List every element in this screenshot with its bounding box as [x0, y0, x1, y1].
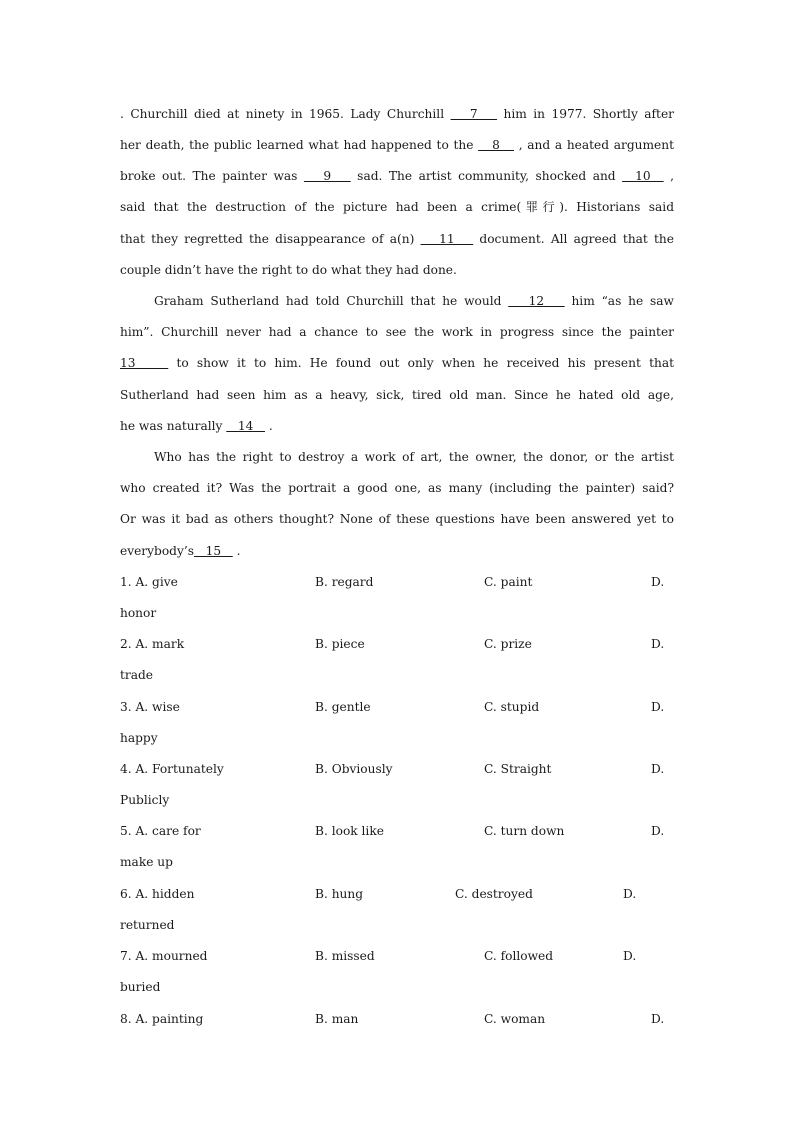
option-c: C. destroyed	[455, 887, 533, 901]
passage-text: who created it? Was the portrait a good one, as many (including the painter) said?	[120, 481, 674, 495]
answer-blank: 7	[450, 107, 498, 121]
option-b: B. missed	[315, 949, 375, 963]
option-d: D.	[651, 700, 665, 714]
option-b: B. piece	[315, 637, 365, 651]
passage-line	[120, 418, 674, 434]
answer-blank: 8	[478, 138, 515, 152]
option-a: 8. A. painting	[120, 1012, 204, 1026]
option-a: 4. A. Fortunately	[120, 762, 224, 776]
passage-text: , and a heated argument	[514, 138, 675, 152]
option-a: 1. A. give	[120, 575, 178, 589]
passage-line	[120, 168, 674, 184]
passage-text: document. All agreed that the	[473, 232, 674, 246]
option-a: 7. A. mourned	[120, 949, 208, 963]
passage-text: that they regretted the disappearance of a(n)	[120, 232, 421, 246]
answer-blank: 9	[303, 169, 351, 183]
passage-line	[120, 137, 674, 153]
passage-text: Graham Sutherland had told Churchill that he would	[154, 294, 509, 308]
option-b: B. man	[315, 1012, 359, 1026]
option-b: B. look like	[315, 824, 384, 838]
option-c: C. stupid	[484, 700, 540, 714]
option-a: 6. A. hidden	[120, 887, 195, 901]
option-d: D.	[651, 575, 665, 589]
option-d-text: returned	[120, 918, 175, 932]
passage-text: to show it to him. He found out only when he received his present that	[168, 356, 674, 370]
passage-line	[120, 231, 674, 247]
passage-line	[120, 543, 674, 559]
option-d: D.	[623, 887, 637, 901]
option-c: C. turn down	[484, 824, 565, 838]
option-d: D.	[651, 762, 665, 776]
option-d-text: make up	[120, 855, 173, 869]
passage-text: couple didn’t have the right to do what they had done.	[120, 263, 457, 277]
option-d-text: Publicly	[120, 793, 170, 807]
passage-text: him “as he saw	[564, 294, 674, 308]
passage-line	[154, 449, 674, 465]
passage-text: Sutherland had seen him as a heavy, sick, tired old man. Since he hated old age,	[120, 388, 674, 402]
option-b: B. regard	[315, 575, 374, 589]
passage-text: him in 1977. Shortly after	[497, 107, 674, 121]
option-c: C. followed	[484, 949, 554, 963]
passage-text: everybody’s	[120, 544, 194, 558]
option-d: D.	[651, 824, 665, 838]
passage-line	[154, 293, 674, 309]
passage-text: he was naturally	[120, 419, 227, 433]
answer-blank: 14	[226, 419, 266, 433]
answer-blank: 13	[120, 356, 169, 370]
option-b: B. Obviously	[315, 762, 393, 776]
passage-text: Churchill died at ninety in 1965. Lady Churchill	[130, 107, 451, 121]
option-b: B. hung	[315, 887, 364, 901]
option-c: C. prize	[484, 637, 532, 651]
passage-line	[120, 199, 674, 215]
passage-text: said that the destruction of the picture had been a crime(罪行). Historians said	[120, 200, 674, 214]
passage-text: Who has the right to destroy a work of art, the owner, the donor, or the artist	[154, 450, 674, 464]
passage-line	[120, 511, 674, 527]
passage-line	[120, 106, 674, 122]
option-c: C. woman	[484, 1012, 546, 1026]
passage-text: .	[265, 419, 273, 433]
passage-text: broke out. The painter was	[120, 169, 304, 183]
option-c: C. Straight	[484, 762, 552, 776]
option-a: 2. A. mark	[120, 637, 185, 651]
passage-text: .	[232, 544, 241, 558]
answer-blank: 10	[622, 169, 664, 183]
passage-line	[120, 324, 674, 340]
answer-blank: 15	[193, 544, 233, 558]
passage-text: Or was it bad as others thought? None of these questions have been answered yet to	[120, 512, 674, 526]
passage-text: sad. The artist community, shocked and	[350, 169, 623, 183]
option-a: 5. A. care for	[120, 824, 201, 838]
option-d-text: buried	[120, 980, 161, 994]
passage-text: him”. Churchill never had a chance to see the work in progress since the painter	[120, 325, 674, 339]
option-d: D.	[651, 637, 665, 651]
option-d: D.	[623, 949, 637, 963]
passage-line	[120, 387, 674, 403]
answer-blank: 12	[508, 294, 565, 308]
option-c: C. paint	[484, 575, 533, 589]
option-a: 3. A. wise	[120, 700, 180, 714]
passage-text: her death, the public learned what had happened to the	[120, 138, 479, 152]
passage-text: ,	[663, 169, 674, 183]
option-d-text: honor	[120, 606, 157, 620]
answer-blank: 11	[420, 232, 474, 246]
passage-text: .	[120, 107, 131, 121]
option-d-text: trade	[120, 668, 154, 682]
option-d-text: happy	[120, 731, 158, 745]
passage-line	[120, 480, 674, 496]
option-d: D.	[651, 1012, 665, 1026]
passage-line	[120, 262, 674, 278]
option-b: B. gentle	[315, 700, 371, 714]
passage-line	[120, 355, 674, 371]
